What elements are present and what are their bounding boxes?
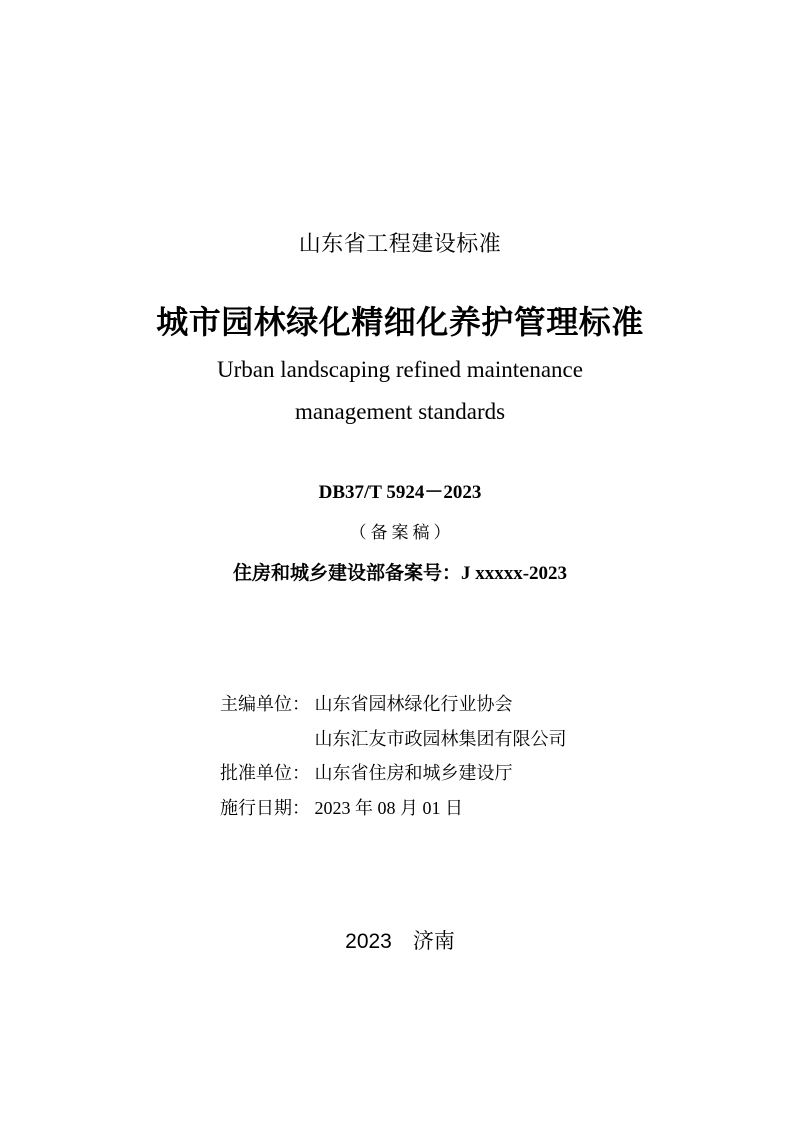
publication-year-city: 2023 济南 — [345, 930, 455, 953]
document-title-en-line1: Urban landscaping refined maintenance — [217, 357, 583, 382]
approval-unit-row — [220, 756, 567, 791]
chief-editor-row-continued — [220, 722, 567, 757]
document-title-en — [0, 349, 800, 433]
implementation-date-row — [220, 791, 567, 826]
document-title-en-line2: management standards — [294, 399, 506, 424]
standard-code: DB37/T 5924－2023 — [318, 482, 482, 503]
approval-unit-value: 山东省住房和城乡建设厅 — [314, 763, 513, 783]
document-title-cn: 城市园林绿化精细化养护管理标准 — [156, 304, 644, 340]
chief-editor-value-2: 山东汇友市政园林集团有限公司 — [314, 728, 567, 749]
approval-unit-label: 批准单位： — [220, 763, 310, 783]
standard-category-label: 山东省工程建设标准 — [298, 231, 502, 256]
ministry-record-number: 住房和城乡建设部备案号：J xxxxx-2023 — [232, 563, 568, 584]
implementation-date-value: 2023 年 08 月 01 日 — [314, 797, 463, 818]
chief-editor-row — [220, 687, 567, 722]
publication-info-block — [220, 687, 567, 825]
chief-editor-value-1: 山东省园林绿化行业协会 — [314, 694, 513, 714]
draft-status-note: （备案稿） — [349, 523, 455, 542]
chief-editor-label: 主编单位： — [220, 694, 310, 714]
implementation-date-label: 施行日期： — [220, 797, 310, 818]
